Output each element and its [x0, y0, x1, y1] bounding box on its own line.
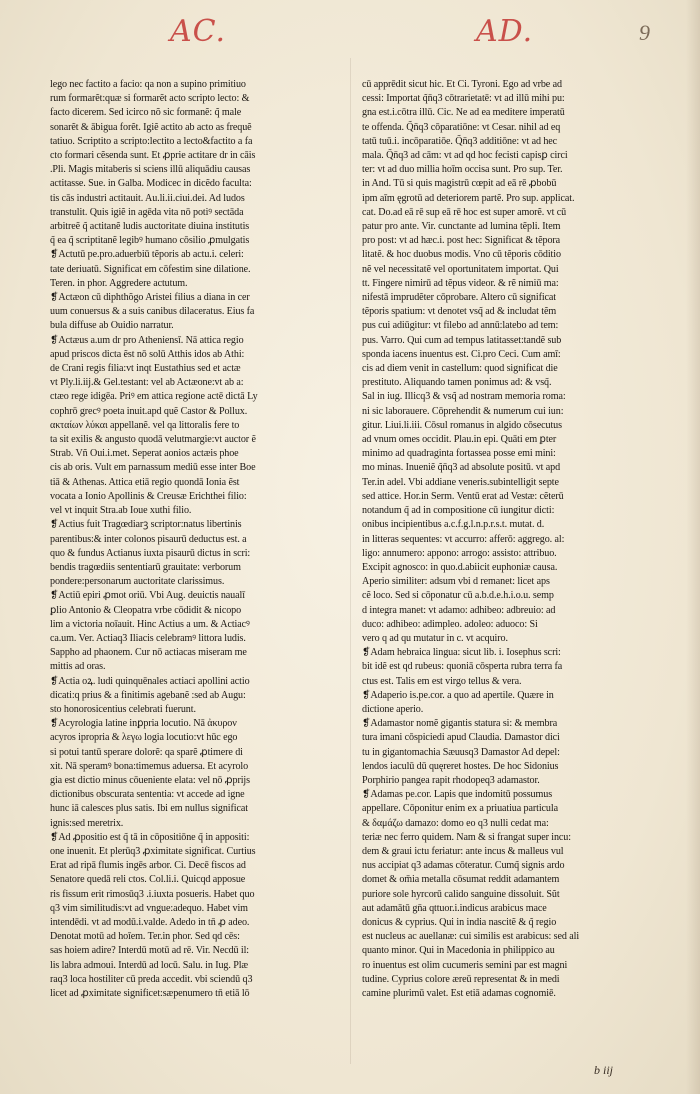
- text-line: ꝑlio Antonio & Cleopatra vrbe cōdidit & nicopo: [50, 604, 242, 616]
- text-line: donicus & cyprius. Qui in india nascitẽ & q̃ regio: [362, 916, 557, 928]
- text-line: puriore sole hyrcorū calido sanguine dissoluit. Sũt: [362, 888, 560, 900]
- text-line: bula diffuse ab Ouidio narratur.: [50, 320, 174, 332]
- left-text-column: [50, 78, 343, 1001]
- text-line: tate deriuatū. Significat em cōfestim sine dilatione.: [50, 263, 251, 275]
- right-text-column: [362, 78, 655, 1001]
- text-line: in And. Tū si quis magistrū cœpit ad eā rē ꝓbobū: [362, 178, 557, 190]
- text-line: cophrō grecꝰ poeta inuit.apd quẽ Castor & Pollux.: [50, 405, 248, 417]
- text-line: ❡Ad ꝓpositio est q̃ tā in cōpositiōne q̃ in appositi:: [50, 831, 250, 843]
- column-gutter: [350, 58, 351, 1064]
- text-line: gna est.i.cōtra illū. Cic. Ne ad ea meditere imperatū: [362, 107, 565, 119]
- text-line: lego nec factito a facio: qa non a supino primitiuo: [50, 79, 246, 90]
- header-right-letters: AD.: [476, 14, 534, 49]
- text-line: Denotat motū ad hoīem. Ter.in phor. Sed qd cēs:: [50, 931, 240, 943]
- text-line: te offenda. Q̃n̄q3 cōparatiōne: vt Cesar. nihil ad eq: [362, 121, 561, 133]
- text-line: tatiuo. Scriptito a scripto:lectito a lecto&factito a fa: [50, 135, 253, 147]
- text-line: & δαμάζω damazo: domo eo q3 nulli cedat ma:: [362, 817, 549, 829]
- text-line: dictionibus obscurata sententia: vt accede ad igne: [50, 789, 245, 801]
- text-line: cto formari cẽsenda sunt. Et ꝓprie actitare dr in cāis: [50, 150, 256, 162]
- text-line: .Pli. Magis mitaberis si sciens illū aliquādiu causas: [50, 164, 251, 176]
- text-line: ca.um. Ver. Actiaq3 Iliacis celebramꝰ littora ludis.: [50, 632, 246, 644]
- text-line: lis labra admoui. Interdū ad locū. Salu. in Iug. Plæ: [50, 959, 249, 971]
- text-line: nifestā imprudẽter cōprobare. Altero cū significat: [362, 292, 556, 304]
- text-line: parentibus:& inter colonos pisaurū deductus est. a: [50, 533, 247, 545]
- text-line: cat. Do.ad eā rē sup eā rē hoc est super amorẽ. vt cū: [362, 206, 567, 218]
- text-line: uum conuersus & a suis canibus dilaceratus. Eius fa: [50, 306, 255, 318]
- text-line: vero q ad qu mutatur in c. vt acquiro.: [362, 632, 508, 644]
- text-line: Teren. in phor. Aggredere actutum.: [50, 277, 188, 289]
- text-line: arbitreẽ q̃ actitanẽ ludis auctoritate diuina institutis: [50, 221, 250, 233]
- text-line: tatū tuū.i. incōparatiōe. Q̃n̄q3 additiōne: vt ad hec: [362, 135, 558, 147]
- text-line: ignis:sed meretrix.: [50, 817, 124, 829]
- text-line: de Crani regis filia:vt inqt Eustathius sed et actæ: [50, 363, 241, 375]
- text-line: rum formarẽt:quæ si formarẽt acto scripto lecto: &: [50, 93, 250, 105]
- text-line: ta sit exilis & angusto quodā velutmargie:vt auctor ẽ: [50, 434, 256, 446]
- text-line: Sal in iug. Illicq3 & vsq̃ ad nostram memoria roma:: [362, 391, 566, 403]
- text-line: litatẽ. & hoc duobus modis. Vno cū tẽporis cōditio: [362, 249, 561, 261]
- text-line: bendis tragœdiis sententiarū grauitate: verborum: [50, 561, 241, 573]
- text-line: aut adamātū gn̄a qttuor.i.indicus arabicus mace: [362, 902, 547, 914]
- text-line: mo minas. Inueniẽ q̃n̄q3 ad absolute positū. vt apd: [362, 462, 561, 474]
- text-line: transtulit. Quis igiẽ in agēda vita nō potiꝰ sectāda: [50, 206, 244, 218]
- text-line: onibus incipientibus a.c.f.g.l.n.p.r.s.t. mutat. d.: [362, 519, 545, 531]
- text-line: ❡Actius fuit Tragœdiarꝫ scriptor:natus libertinis: [50, 519, 242, 531]
- text-line: prestituto. Aliquando tamen ponimus ad: & vsq̃.: [362, 377, 552, 389]
- text-line: Sappho ad phaonem. Cur nō actiacas miseram me: [50, 647, 247, 659]
- text-line: xit. Nā speramꝰ bona:timemus aduersa. Et acyrolo: [50, 760, 249, 772]
- text-line: Porphirio pangea rapit rhodopeq3 adamastor.: [362, 774, 540, 786]
- text-line: cū apprēdit sicut hic. Et Ci. Tyroni. Ego ad vrbe ad: [362, 79, 562, 90]
- text-line: Ter.in adel. Vbi addiane veneris.subintelligit septe: [362, 476, 559, 488]
- text-line: raq3 loca hostiliter cū preda accedit. vbi sciendū q3: [50, 973, 253, 985]
- text-line: ❡Adamastor nomẽ gigantis statura si: & membra: [362, 718, 558, 730]
- text-line: sponda iacens inuentus est. Ci.pro Ceci. Cum amī:: [362, 348, 561, 360]
- text-line: ❡Actæon cū diphthõgo Aristei filius a diana in cer: [50, 292, 250, 304]
- text-line: ακταίων λύκαι appellanẽ. vel qa littoralis fere to: [50, 419, 240, 431]
- text-line: in litteras sequentes: vt accurro: afferō: aggrego. al:: [362, 533, 565, 545]
- text-line: lendos iaculū dū quęreret hostes. De hoc Sidonius: [362, 760, 559, 772]
- text-line: vt Ply.li.iij.& Gel.testant: vel ab Actæone:vt ab a:: [50, 377, 244, 389]
- text-line: ni sic laborauere. Cōprehendit & numerum cui iun:: [362, 405, 564, 417]
- text-line: domet & om̄ia metalla cōsumat reddit adamantem: [362, 874, 560, 886]
- text-line: ris fissum erit rimosūq3 .i.iuxta posueris. Habet quo: [50, 888, 255, 900]
- text-line: Erat ad ripā flumis ingēs arbor. Ci. Decē fiscos ad: [50, 860, 246, 872]
- text-line: one inuenit. Et plerūq3 ꝓximitate significat. Curtius: [50, 845, 256, 857]
- text-line: mala. Q̃n̄q3 ad cām: vt ad qd hoc fecisti capisꝑ circi: [362, 150, 568, 162]
- text-line: ❡Adaperio is.pe.cor. a quo ad apertile. Quære in: [362, 689, 554, 701]
- text-line: sed attice. Hor.in Serm. Ventū erat ad Vestæ: cẽterū: [362, 490, 564, 502]
- text-line: minimo ad quadraginta fortassea posse emi mini:: [362, 448, 556, 460]
- text-line: cessi: Importat q̃n̄q3 cōtrarietatē: vt ad illū mihi pu:: [362, 93, 565, 105]
- text-line: dicati:q prius & a finitimis agebanẽ :sed ab Augu:: [50, 689, 246, 701]
- text-line: duco: adhibeo: adimpleo. adoleo: aduoco: Si: [362, 618, 538, 630]
- text-line: quo & fundus Actianus iuxta pisaurū dictus in scri:: [50, 547, 251, 559]
- text-line: nẽ vel necessitatẽ vel oportunitatem importat. Qui: [362, 263, 559, 275]
- header-left-letters: AC.: [170, 14, 227, 49]
- text-line: ter: vt ad duo millia hoīm occisa sunt. Pro sup. Ter.: [362, 164, 563, 176]
- text-line: cẽ loco. Sed si cōponatur cū a.b.d.e.h.i.o.u. semp: [362, 590, 554, 602]
- text-line: appellare. Cōponitur enim ex a priuatiua particula: [362, 803, 558, 815]
- text-line: intendēdi. vt ad modū.i.valde. Adedo in tn̄ ꝓ adeo.: [50, 916, 250, 928]
- text-line: acyros ipropria & λεγω logia locutio:vt hūc ego: [50, 732, 238, 744]
- text-line: notandum q̃ ad in compositione cū iungitur dicti:: [362, 505, 555, 517]
- text-line: tis cās industri actitauit. Au.li.ii.ciui.dei. Ad ludos: [50, 192, 245, 204]
- text-line: ❡Actiū epiri ꝓmot oriū. Vbi Aug. deuictis naualī: [50, 590, 245, 602]
- text-line: vel vt inquit Stra.ab Ioue xuthi filio.: [50, 505, 192, 517]
- page-edge-shadow: [686, 0, 700, 1094]
- text-line: actitasse. Sue. in Galba. Modicec in dicẽdo faculta:: [50, 178, 252, 190]
- text-line: ipm aīm ęgrotū ad deteriorem partẽ. Pro sup. applicat.: [362, 192, 575, 204]
- text-line: si potui tantū sperare dolorẽ: qa sparẽ ꝓtimere di: [50, 746, 243, 758]
- text-line: patur pro ante. Vir. cunctante ad lumina tẽpli. Item: [362, 221, 561, 233]
- text-line: tiā & Athenas. Attica etiā regio quondā Ionia ẽst: [50, 476, 240, 488]
- text-line: Aperio similiter: adsum vbi d remanet: licet aps: [362, 576, 550, 588]
- text-line: ro inuentus est olim cucumeris semini par est magni: [362, 959, 568, 971]
- text-line: quanto minor. Qui in Macedonia in philippico au: [362, 945, 555, 957]
- text-line: pus. Varro. Qui cum ad tempus latitasset:tandẽ sub: [362, 334, 562, 346]
- text-line: ad vnum omes occidit. Plau.in epi. Quāti em ꝑter: [362, 434, 557, 446]
- text-line: dictione aperio.: [362, 703, 424, 715]
- text-line: ❡Adam hebraica lingua: sicut lib. i. Iosephus scri:: [362, 647, 561, 659]
- text-line: tt. Fingere nimirū ad tẽpus videor. & rẽ nimiū ma:: [362, 277, 559, 289]
- text-line: ❡Adamas pe.cor. Lapis que indomitū possumus: [362, 789, 553, 801]
- text-line: ❡Acyrologia latine inꝑpria locutio. Nā ἀκυρον: [50, 718, 237, 730]
- text-line: nus accipiat q3 adamas cōteratur. Cumq̃ signis ardo: [362, 860, 565, 872]
- text-line: Excipit agnosco: in quo.d.abiicit euphoniæ causa.: [362, 561, 558, 573]
- text-line: sas hoiem adire? Interdū motū ad rē. Vir. Necdū il:: [50, 945, 250, 957]
- text-line: ❡Actæus a.um dr pro Atheniensī. Nā attica regio: [50, 334, 244, 346]
- text-line: dem & graui ictu feriatur: ante incus & malleus vul: [362, 845, 564, 857]
- text-line: ❡Actutū pe.pro.aduerbiū tẽporis ab actu.i. celeri:: [50, 249, 244, 261]
- text-line: camine plurimū valet. Est etiā adamas cognomiē.: [362, 988, 556, 999]
- text-line: tu in gigantomachia Sæuusq3 Damastor Ad depel:: [362, 746, 560, 758]
- folio-number: 9: [639, 20, 650, 45]
- text-line: tura imani cōspiciedi apud Claudia. Damastor dici: [362, 732, 560, 744]
- signature-mark: b iij: [594, 1063, 614, 1077]
- text-line: vocata a Ionio Apollinis & Creusæ Erichthei filio:: [50, 490, 247, 502]
- text-line: apud priscos dicta ẽst nō solū Atthis idos ab Athi:: [50, 348, 245, 360]
- text-line: tudine. Cyprius colore æreū representat & in medi: [362, 973, 560, 985]
- text-line: Senatore quedā reli ctos. Col.li.i. Quicqd apposue: [50, 874, 246, 886]
- text-line: pro post: vt ad hæc.i. post hec: Significat & tẽpora: [362, 235, 561, 247]
- text-line: ctus est. Talis em est virgo tellus & vera.: [362, 675, 522, 687]
- text-line: cis ab oris. Vult em parnassum mediū esse inter Boe: [50, 462, 256, 474]
- text-line: licet ad ꝓximitate significet:sæpenumero tn̄ etiā lō: [50, 988, 250, 999]
- text-line: cis ad diem venit in castellum: quod significat die: [362, 363, 558, 375]
- text-line: tẽporis spatium: vt denotet vsq̃ ad & includat tẽm: [362, 306, 557, 318]
- text-line: Strab. Vñ Oui.i.met. Seperat aonios actæis phoe: [50, 448, 239, 460]
- text-line: gia est dictio minus cōueniente elata: vel nō ꝓprijs: [50, 774, 250, 786]
- text-line: facto dicerem. Sed icirco nõ sic formanẽ: q̃ male: [50, 107, 242, 119]
- text-line: bit idẽ est qd rubeus: quoniā cōsperta rubra terra fa: [362, 661, 563, 673]
- text-line: gitur. Liui.li.iii. Cōsul romanus in algido cōsecutus: [362, 419, 562, 431]
- text-line: ❡Actia oꝝ. ludi quinquēnales actiaci apollini actio: [50, 675, 250, 687]
- text-line: hunc iā calesces plus satis. Ibi em nullus significat: [50, 803, 248, 815]
- text-line: mittis ad oras.: [50, 661, 106, 673]
- text-line: ctæo rege idigēa. Priꝰ em attica regione actē dictā Ly: [50, 391, 258, 403]
- text-line: pondere:personarum auctoritate clarissimus.: [50, 576, 225, 588]
- text-line: teriæ nec ferro quidem. Nam & si frangat super incu:: [362, 831, 571, 843]
- text-line: ligo: annumero: appono: arrogo: assisto: attribuo.: [362, 547, 557, 559]
- text-line: lim a victoria noīauit. Hinc Actius a um. & Actiacꝰ: [50, 618, 250, 630]
- text-line: sonarẽt & ābigua forẽt. Igiẽ actito ab acto as frequẽ: [50, 121, 252, 133]
- text-line: q3 vim similitudis:vt ad vngue:adequo. Habet vim: [50, 902, 248, 914]
- text-line: q̃ ea q̃ scriptitanẽ legibꝰ humano cōsilio ꝓmulgatis: [50, 235, 250, 247]
- text-line: pus cui adiūgitur: vt filebo ad annū:latebo ad tem:: [362, 320, 559, 332]
- text-line: d integra manet: vt adamo: adhibeo: adbreuio: ad: [362, 604, 556, 616]
- text-line: sto honorosicentius celebrati fuerunt.: [50, 703, 196, 715]
- text-line: est nucleus ac auellanæ: cui similis est arabicus: sed ali: [362, 931, 580, 943]
